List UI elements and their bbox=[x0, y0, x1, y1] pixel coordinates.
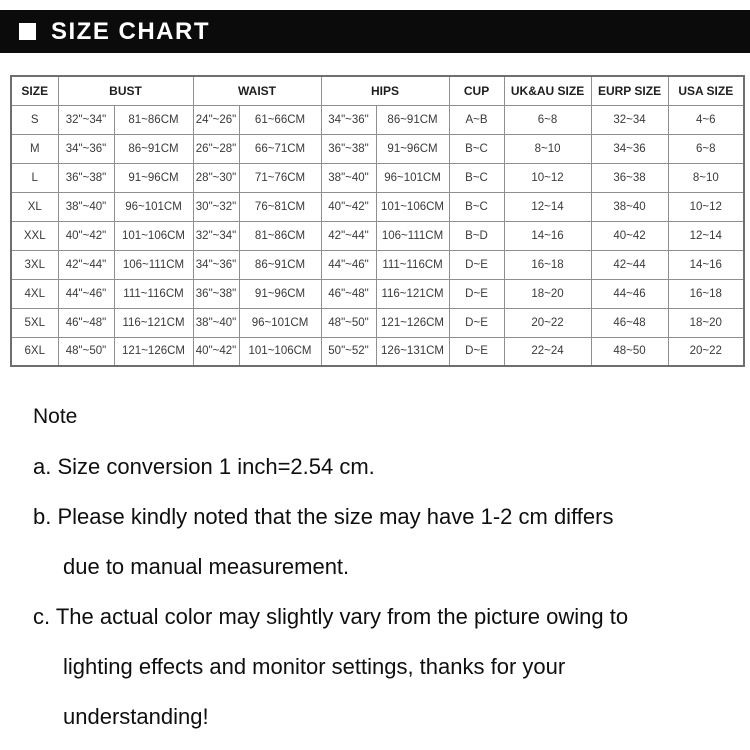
table-cell: 34"~36" bbox=[321, 105, 376, 134]
notes-section bbox=[33, 392, 733, 742]
table-cell: 18~20 bbox=[668, 308, 744, 337]
table-cell: 10~12 bbox=[504, 163, 591, 192]
table-cell: 32~34 bbox=[591, 105, 668, 134]
square-bullet-icon bbox=[19, 23, 36, 40]
table-cell: 121~126CM bbox=[376, 308, 449, 337]
size-label-cell: S bbox=[11, 105, 58, 134]
size-label-cell: M bbox=[11, 134, 58, 163]
column-header-size: SIZE bbox=[11, 76, 58, 105]
table-cell: 46~48 bbox=[591, 308, 668, 337]
table-cell: 36"~38" bbox=[193, 279, 239, 308]
note-line-c2: lighting effects and monitor settings, thanks for your bbox=[63, 654, 566, 679]
note-line-c3: understanding! bbox=[63, 704, 209, 729]
table-row bbox=[11, 163, 744, 192]
table-cell: 6~8 bbox=[668, 134, 744, 163]
table-cell: D~E bbox=[449, 308, 504, 337]
table-header-row bbox=[11, 76, 744, 105]
table-cell: 18~20 bbox=[504, 279, 591, 308]
table-cell: 91~96CM bbox=[376, 134, 449, 163]
table-row bbox=[11, 221, 744, 250]
table-cell: 40"~42" bbox=[193, 337, 239, 366]
table-cell: 91~96CM bbox=[114, 163, 193, 192]
table-cell: 34"~36" bbox=[58, 134, 114, 163]
note-line-b2: due to manual measurement. bbox=[63, 554, 350, 579]
table-cell: B~D bbox=[449, 221, 504, 250]
table-cell: 106~111CM bbox=[376, 221, 449, 250]
table-cell: 76~81CM bbox=[239, 192, 321, 221]
table-cell: 111~116CM bbox=[114, 279, 193, 308]
table-cell: 16~18 bbox=[504, 250, 591, 279]
table-cell: 48"~50" bbox=[321, 308, 376, 337]
size-table bbox=[10, 75, 745, 367]
table-cell: 61~66CM bbox=[239, 105, 321, 134]
table-cell: 81~86CM bbox=[114, 105, 193, 134]
table-cell: 40"~42" bbox=[321, 192, 376, 221]
table-cell: 48~50 bbox=[591, 337, 668, 366]
table-cell: 6~8 bbox=[504, 105, 591, 134]
banner-title: SIZE CHART bbox=[51, 17, 210, 45]
table-cell: 26"~28" bbox=[193, 134, 239, 163]
table-cell: 42"~44" bbox=[58, 250, 114, 279]
table-cell: 50"~52" bbox=[321, 337, 376, 366]
column-header-usa-size: USA SIZE bbox=[668, 76, 744, 105]
table-cell: 20~22 bbox=[504, 308, 591, 337]
table-cell: 42~44 bbox=[591, 250, 668, 279]
table-cell: D~E bbox=[449, 250, 504, 279]
table-row bbox=[11, 105, 744, 134]
table-cell: 30"~32" bbox=[193, 192, 239, 221]
size-label-cell: 6XL bbox=[11, 337, 58, 366]
table-cell: 24"~26" bbox=[193, 105, 239, 134]
table-cell: 101~106CM bbox=[114, 221, 193, 250]
size-label-cell: 4XL bbox=[11, 279, 58, 308]
table-cell: 42"~44" bbox=[321, 221, 376, 250]
table-cell: 34"~36" bbox=[193, 250, 239, 279]
table-cell: 66~71CM bbox=[239, 134, 321, 163]
table-row bbox=[11, 250, 744, 279]
table-cell: 126~131CM bbox=[376, 337, 449, 366]
size-table-body bbox=[11, 105, 744, 366]
table-cell: 32"~34" bbox=[58, 105, 114, 134]
table-cell: 116~121CM bbox=[114, 308, 193, 337]
table-cell: 44"~46" bbox=[58, 279, 114, 308]
table-cell: 8~10 bbox=[668, 163, 744, 192]
table-cell: 48"~50" bbox=[58, 337, 114, 366]
table-cell: 46"~48" bbox=[321, 279, 376, 308]
table-cell: 12~14 bbox=[668, 221, 744, 250]
size-label-cell: 5XL bbox=[11, 308, 58, 337]
table-cell: 71~76CM bbox=[239, 163, 321, 192]
table-cell: 16~18 bbox=[668, 279, 744, 308]
table-cell: 91~96CM bbox=[239, 279, 321, 308]
table-cell: 36"~38" bbox=[321, 134, 376, 163]
table-cell: 22~24 bbox=[504, 337, 591, 366]
note-line-b1: b. Please kindly noted that the size may have 1-2 cm differs bbox=[33, 504, 614, 529]
note-line-c1: c. The actual color may slightly vary from the picture owing to bbox=[33, 604, 629, 629]
table-cell: 36"~38" bbox=[58, 163, 114, 192]
table-cell: 81~86CM bbox=[239, 221, 321, 250]
table-cell: 44"~46" bbox=[321, 250, 376, 279]
table-cell: 38"~40" bbox=[193, 308, 239, 337]
size-label-cell: 3XL bbox=[11, 250, 58, 279]
table-cell: 12~14 bbox=[504, 192, 591, 221]
table-cell: 38"~40" bbox=[321, 163, 376, 192]
column-header-waist: WAIST bbox=[193, 76, 321, 105]
table-cell: 116~121CM bbox=[376, 279, 449, 308]
table-cell: A~B bbox=[449, 105, 504, 134]
table-cell: 86~91CM bbox=[239, 250, 321, 279]
table-cell: 96~101CM bbox=[376, 163, 449, 192]
table-cell: 101~106CM bbox=[376, 192, 449, 221]
table-cell: 36~38 bbox=[591, 163, 668, 192]
column-header-hips: HIPS bbox=[321, 76, 449, 105]
table-cell: 40"~42" bbox=[58, 221, 114, 250]
table-row bbox=[11, 337, 744, 366]
size-label-cell: L bbox=[11, 163, 58, 192]
table-cell: 8~10 bbox=[504, 134, 591, 163]
column-header-uk-au-size: UK&AU SIZE bbox=[504, 76, 591, 105]
table-cell: 44~46 bbox=[591, 279, 668, 308]
table-cell: 86~91CM bbox=[114, 134, 193, 163]
notes-heading: Note bbox=[33, 405, 78, 428]
table-cell: 96~101CM bbox=[114, 192, 193, 221]
column-header-eurp-size: EURP SIZE bbox=[591, 76, 668, 105]
table-row bbox=[11, 192, 744, 221]
table-cell: 96~101CM bbox=[239, 308, 321, 337]
table-cell: 4~6 bbox=[668, 105, 744, 134]
column-header-bust: BUST bbox=[58, 76, 193, 105]
table-cell: 86~91CM bbox=[376, 105, 449, 134]
table-cell: 14~16 bbox=[668, 250, 744, 279]
table-cell: 28"~30" bbox=[193, 163, 239, 192]
table-cell: 46"~48" bbox=[58, 308, 114, 337]
table-cell: 34~36 bbox=[591, 134, 668, 163]
table-cell: 111~116CM bbox=[376, 250, 449, 279]
size-label-cell: XXL bbox=[11, 221, 58, 250]
table-cell: 121~126CM bbox=[114, 337, 193, 366]
table-cell: 32"~34" bbox=[193, 221, 239, 250]
table-cell: B~C bbox=[449, 192, 504, 221]
table-cell: 40~42 bbox=[591, 221, 668, 250]
table-cell: 20~22 bbox=[668, 337, 744, 366]
table-cell: B~C bbox=[449, 134, 504, 163]
table-row bbox=[11, 134, 744, 163]
table-cell: B~C bbox=[449, 163, 504, 192]
size-label-cell: XL bbox=[11, 192, 58, 221]
table-cell: D~E bbox=[449, 337, 504, 366]
table-cell: 101~106CM bbox=[239, 337, 321, 366]
table-cell: 14~16 bbox=[504, 221, 591, 250]
table-row bbox=[11, 308, 744, 337]
table-cell: 106~111CM bbox=[114, 250, 193, 279]
size-chart-banner bbox=[0, 10, 750, 53]
table-cell: 38"~40" bbox=[58, 192, 114, 221]
column-header-cup: CUP bbox=[449, 76, 504, 105]
table-cell: D~E bbox=[449, 279, 504, 308]
table-cell: 38~40 bbox=[591, 192, 668, 221]
table-cell: 10~12 bbox=[668, 192, 744, 221]
note-line-a: a. Size conversion 1 inch=2.54 cm. bbox=[33, 454, 375, 479]
table-row bbox=[11, 279, 744, 308]
